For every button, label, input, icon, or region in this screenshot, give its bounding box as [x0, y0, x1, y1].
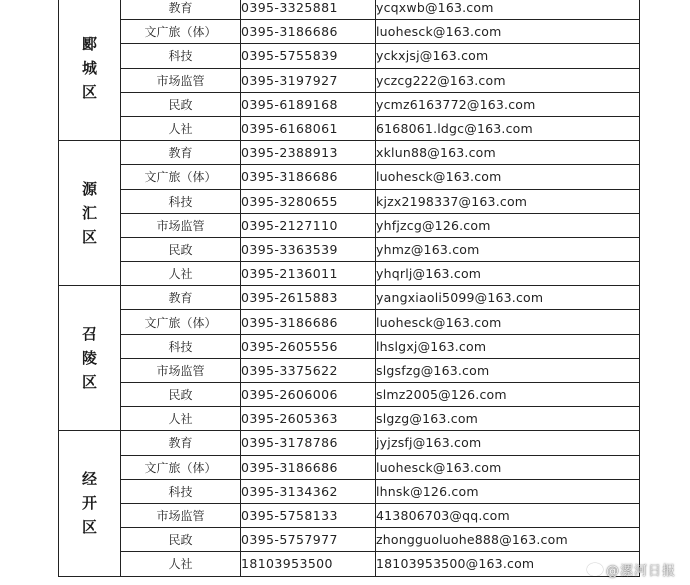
- phone-cell: 0395-3197927: [241, 68, 376, 92]
- table-row: [59, 0, 640, 20]
- phone-cell: 0395-6168061: [241, 116, 376, 140]
- department-cell: 教育: [121, 141, 241, 165]
- table-row: [59, 262, 640, 286]
- email-cell: yckxjsj@163.com: [376, 44, 640, 68]
- email-cell: luohesck@163.com: [376, 20, 640, 44]
- email-cell: yczcg222@163.com: [376, 68, 640, 92]
- phone-cell: 0395-3178786: [241, 431, 376, 455]
- email-cell: yhmz@163.com: [376, 237, 640, 261]
- table-row: [59, 431, 640, 455]
- email-cell: slgsfzg@163.com: [376, 358, 640, 382]
- department-cell: 市场监管: [121, 503, 241, 527]
- department-cell: 教育: [121, 0, 241, 20]
- table-row: [59, 528, 640, 552]
- table-row: [59, 479, 640, 503]
- table-row: [59, 552, 640, 576]
- department-cell: 市场监管: [121, 213, 241, 237]
- district-name: 召陵区: [81, 325, 97, 392]
- phone-cell: 0395-3280655: [241, 189, 376, 213]
- department-cell: 文广旅（体）: [121, 165, 241, 189]
- department-cell: 民政: [121, 528, 241, 552]
- phone-cell: 0395-5755839: [241, 44, 376, 68]
- phone-cell: 0395-2615883: [241, 286, 376, 310]
- contacts-table: [58, 0, 640, 577]
- district-name: 经开区: [81, 470, 97, 537]
- department-cell: 科技: [121, 189, 241, 213]
- table-row: [59, 44, 640, 68]
- department-cell: 民政: [121, 383, 241, 407]
- table-row: [59, 92, 640, 116]
- table-row: [59, 237, 640, 261]
- table-row: [59, 141, 640, 165]
- table-row: [59, 383, 640, 407]
- district-name: 郾城区: [81, 35, 97, 102]
- table-row: [59, 503, 640, 527]
- phone-cell: 0395-3134362: [241, 479, 376, 503]
- phone-cell: 0395-6189168: [241, 92, 376, 116]
- email-cell: 413806703@qq.com: [376, 503, 640, 527]
- department-cell: 文广旅（体）: [121, 455, 241, 479]
- department-cell: 文广旅（体）: [121, 310, 241, 334]
- department-cell: 市场监管: [121, 358, 241, 382]
- phone-cell: 18103953500: [241, 552, 376, 576]
- email-cell: zhongguoluohe888@163.com: [376, 528, 640, 552]
- table-row: [59, 165, 640, 189]
- email-cell: slmz2005@126.com: [376, 383, 640, 407]
- district-name: 源汇区: [81, 180, 97, 247]
- district-cell: [59, 286, 121, 431]
- email-cell: lhnsk@126.com: [376, 479, 640, 503]
- email-cell: yhqrlj@163.com: [376, 262, 640, 286]
- email-cell: yangxiaoli5099@163.com: [376, 286, 640, 310]
- table-row: [59, 68, 640, 92]
- phone-cell: 0395-3186686: [241, 455, 376, 479]
- department-cell: 市场监管: [121, 68, 241, 92]
- email-cell: jyjzsfj@163.com: [376, 431, 640, 455]
- table-row: [59, 334, 640, 358]
- district-cell: [59, 431, 121, 576]
- department-cell: 科技: [121, 44, 241, 68]
- department-cell: 人社: [121, 116, 241, 140]
- email-cell: kjzx2198337@163.com: [376, 189, 640, 213]
- phone-cell: 0395-2136011: [241, 262, 376, 286]
- phone-cell: 0395-2605556: [241, 334, 376, 358]
- phone-cell: 0395-2605363: [241, 407, 376, 431]
- table-row: [59, 213, 640, 237]
- department-cell: 人社: [121, 552, 241, 576]
- department-cell: 民政: [121, 92, 241, 116]
- watermark-text: @漯河日报: [605, 564, 676, 579]
- table-row: [59, 358, 640, 382]
- email-cell: ycmz6163772@163.com: [376, 92, 640, 116]
- department-cell: 教育: [121, 286, 241, 310]
- email-cell: 18103953500@163.com: [376, 552, 640, 576]
- table-row: [59, 189, 640, 213]
- phone-cell: 0395-3186686: [241, 310, 376, 334]
- department-cell: 科技: [121, 334, 241, 358]
- email-cell: ycqxwb@163.com: [376, 0, 640, 20]
- phone-cell: 0395-3186686: [241, 20, 376, 44]
- phone-cell: 0395-3325881: [241, 0, 376, 20]
- phone-cell: 0395-3186686: [241, 165, 376, 189]
- phone-cell: 0395-2388913: [241, 141, 376, 165]
- weibo-watermark: [587, 560, 676, 579]
- table-row: [59, 455, 640, 479]
- department-cell: 科技: [121, 479, 241, 503]
- email-cell: yhfjzcg@126.com: [376, 213, 640, 237]
- email-cell: luohesck@163.com: [376, 165, 640, 189]
- email-cell: xklun88@163.com: [376, 141, 640, 165]
- email-cell: lhslgxj@163.com: [376, 334, 640, 358]
- email-cell: luohesck@163.com: [376, 310, 640, 334]
- email-cell: 6168061.ldgc@163.com: [376, 116, 640, 140]
- email-cell: slgzg@163.com: [376, 407, 640, 431]
- table-row: [59, 20, 640, 44]
- phone-cell: 0395-5757977: [241, 528, 376, 552]
- phone-cell: 0395-2127110: [241, 213, 376, 237]
- department-cell: 教育: [121, 431, 241, 455]
- phone-cell: 0395-3363539: [241, 237, 376, 261]
- department-cell: 人社: [121, 262, 241, 286]
- district-cell: [59, 141, 121, 286]
- weibo-icon: [587, 563, 603, 576]
- phone-cell: 0395-3375622: [241, 358, 376, 382]
- department-cell: 人社: [121, 407, 241, 431]
- table-row: [59, 116, 640, 140]
- table-row: [59, 407, 640, 431]
- phone-cell: 0395-5758133: [241, 503, 376, 527]
- table-row: [59, 310, 640, 334]
- district-cell: [59, 0, 121, 141]
- phone-cell: 0395-2606006: [241, 383, 376, 407]
- contacts-table-body: [59, 0, 640, 576]
- table-row: [59, 286, 640, 310]
- department-cell: 文广旅（体）: [121, 20, 241, 44]
- email-cell: luohesck@163.com: [376, 455, 640, 479]
- department-cell: 民政: [121, 237, 241, 261]
